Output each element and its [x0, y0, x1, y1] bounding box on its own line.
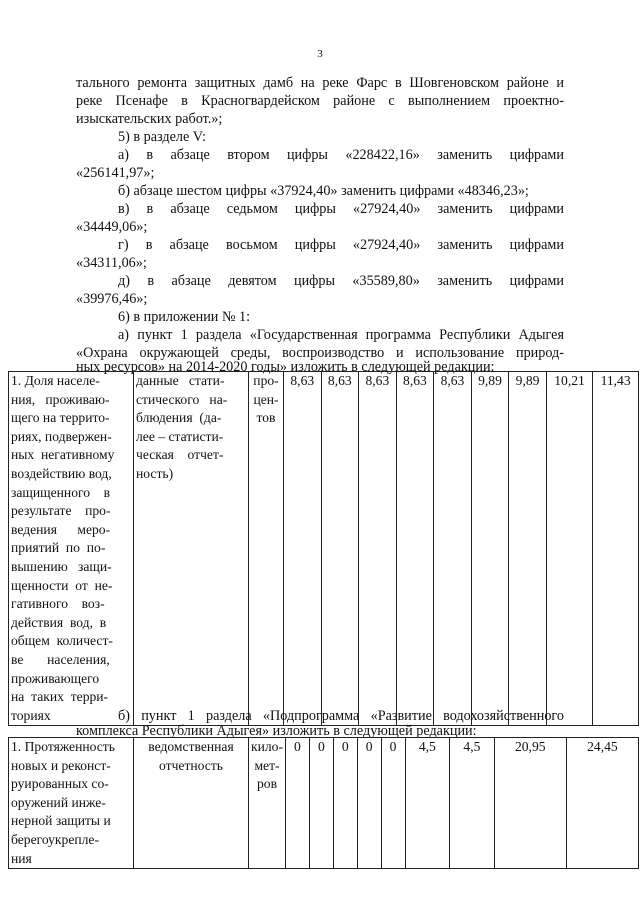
paragraph-line: д) в абзаце девятом цифры «35589,80» заменить цифрами — [118, 273, 564, 289]
data-source-cell: данные стати- стического на- блюдения (да- лее – статисти- ческая отчет- ность) — [134, 372, 249, 726]
paragraph-line: ных ресурсов» на 2014-2020 годы» изложить в следующей редакции: — [76, 359, 495, 375]
value-cell: 8,63 — [284, 372, 322, 726]
value-cell: 11,43 — [593, 372, 639, 726]
indicator-name-cell: 1. Протяженность новых и реконст- руированных со- оружений инже- нерной защиты и берегоукрепле- ния — [9, 738, 134, 869]
paragraph-line: изыскательских работ.»; — [76, 111, 223, 127]
paragraph-line: реке Псенафе в Красногвардейском районе с выполнением проектно- — [76, 93, 564, 109]
paragraph-line: а) пункт 1 раздела «Государственная программа Республики Адыгея — [118, 327, 564, 343]
indicator-table-1 — [8, 371, 639, 726]
value-cell: 8,63 — [321, 372, 359, 726]
paragraph-line: б) абзаце шестом цифры «37924,40» заменить цифрами «48346,23»; — [118, 183, 529, 199]
value-cell: 0 — [309, 738, 333, 869]
paragraph-line: г) в абзаце восьмом цифры «27924,40» заменить цифрами — [118, 237, 564, 253]
paragraph-line: «34311,06»; — [76, 255, 147, 271]
paragraph-line: в) в абзаце седьмом цифры «27924,40» заменить цифрами — [118, 201, 564, 217]
value-cell: 0 — [286, 738, 310, 869]
value-cell: 8,63 — [434, 372, 472, 726]
unit-cell: про- цен- тов — [249, 372, 284, 726]
unit-cell: кило- мет- ров — [249, 738, 286, 869]
indicator-name-cell: 1. Доля населе- ния, проживаю- щего на террито- риях, подвержен- ных негативному воздействию вод, защищенного в результате про- ведения меро- приятий по по- вышению защи- щенности от не- гативного воз- действия вод, в общем количест- ве населения, проживающего на таких терри- ториях — [9, 372, 134, 726]
page-number: 3 — [317, 48, 323, 60]
paragraph-line: 6) в приложении № 1: — [118, 309, 251, 325]
paragraph-line: «39976,46»; — [76, 291, 148, 307]
table-row — [9, 738, 639, 869]
value-cell: 9,89 — [471, 372, 509, 726]
paragraph-line: 5) в разделе V: — [118, 129, 206, 145]
value-cell: 24,45 — [566, 738, 638, 869]
table-row — [9, 372, 639, 726]
value-cell: 20,95 — [494, 738, 566, 869]
paragraph-line: б) пункт 1 раздела «Подпрограмма «Развитие водохозяйственного — [118, 708, 564, 724]
paragraph-line: а) в абзаце втором цифры «228422,16» заменить цифрами — [118, 147, 564, 163]
value-cell: 10,21 — [546, 372, 592, 726]
value-cell: 9,89 — [509, 372, 547, 726]
value-cell: 4,5 — [450, 738, 495, 869]
indicator-table-2 — [8, 737, 639, 869]
value-cell: 4,5 — [405, 738, 450, 869]
value-cell: 0 — [333, 738, 357, 869]
data-source-cell: ведомственная отчетность — [134, 738, 249, 869]
paragraph-line: «34449,06»; — [76, 219, 148, 235]
value-cell: 8,63 — [396, 372, 434, 726]
value-cell: 0 — [381, 738, 405, 869]
paragraph-line: тального ремонта защитных дамб на реке Фарс в Шовгеновском районе и — [76, 75, 564, 91]
value-cell: 8,63 — [359, 372, 397, 726]
value-cell: 0 — [357, 738, 381, 869]
paragraph-line: «Охрана окружающей среды, воспроизводство и использование природ- — [76, 345, 564, 361]
paragraph-line: «256141,97»; — [76, 165, 155, 181]
paragraph-line: комплекса Республики Адыгея» изложить в следующей редакции: — [76, 723, 477, 739]
